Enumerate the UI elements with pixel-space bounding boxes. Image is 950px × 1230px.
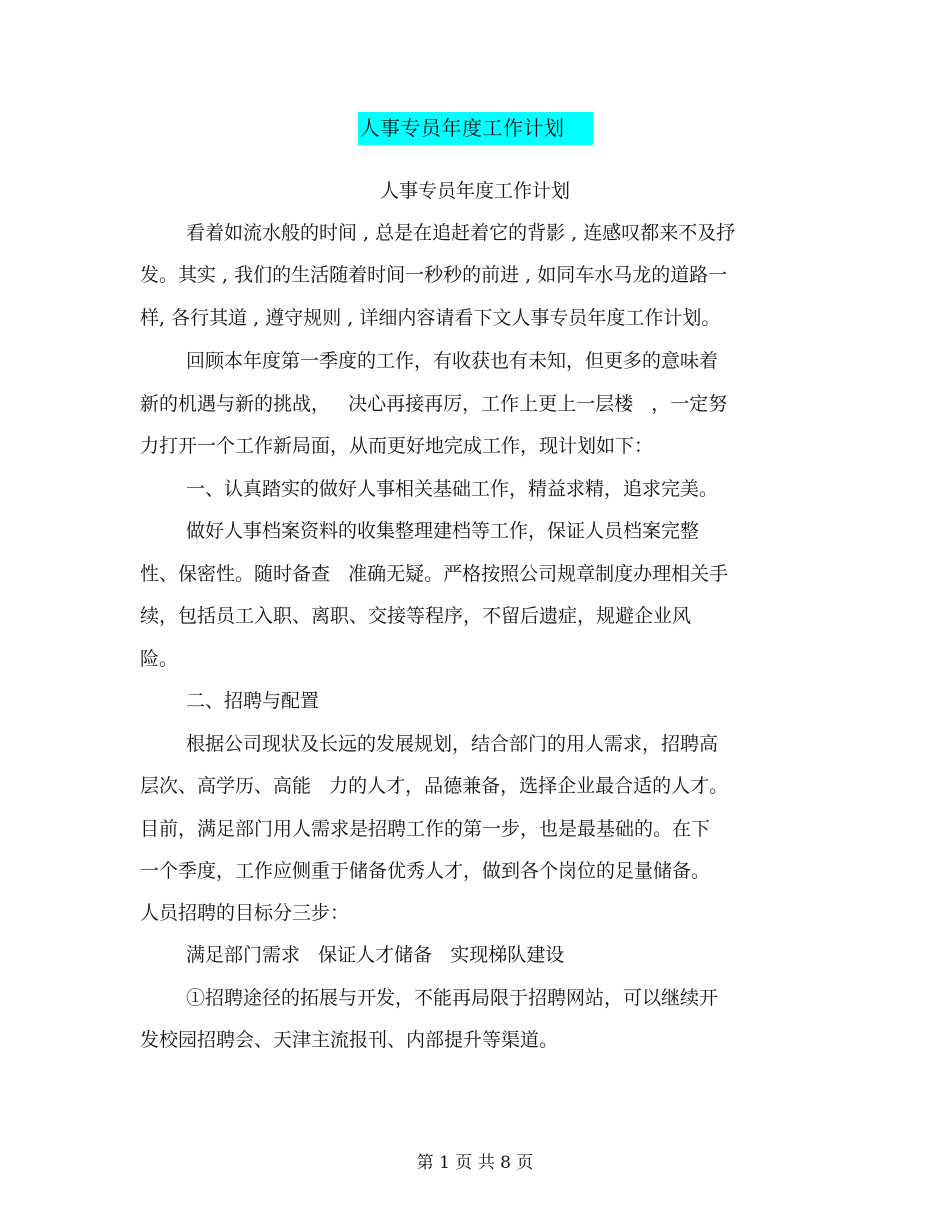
page-number-footer: 第 1 页 共 8 页 (416, 1153, 534, 1173)
paragraph-line: 目前，满足部门用人需求是招聘工作的第一步，也是最基础的。在下 (140, 818, 711, 840)
paragraph-line: 一个季度，工作应侧重于储备优秀人才，做到各个岗位的足量储备。 (140, 860, 711, 882)
paragraph-line: 做好人事档案资料的收集整理建档等工作，保证人员档案完整 (186, 520, 700, 542)
paragraph-line: 续，包括员工入职、离职、交接等程序，不留后遗症，规避企业风 (140, 605, 692, 627)
document-title: 人事专员年度工作计划 (358, 112, 593, 145)
document-subtitle: 人事专员年度工作计划 (379, 180, 570, 202)
paragraph-line: 层次、高学历、高能 力的人才，品德兼备，选择企业最合适的人才。 (140, 775, 729, 797)
paragraph-line: 险。 (140, 648, 179, 670)
paragraph-line: 发。其实 , 我们的生活随着时间一秒秒的前进 , 如同车水马龙的道路一 (140, 264, 728, 286)
paragraph-line: 新的机遇与新的挑战， 决心再接再厉，工作上更上一层楼 ，一定努 (140, 393, 728, 415)
title-container (0, 112, 950, 145)
paragraph-line: 看着如流水般的时间 , 总是在追赶着它的背影 , 连感叹都来不及抒 (186, 222, 736, 244)
paragraph-line: 性、保密性。随时备查 准确无疑。严格按照公司规章制度办理相关手 (140, 563, 729, 585)
paragraph-line: 回顾本年度第一季度的工作，有收获也有未知，但更多的意味着 (186, 350, 719, 372)
paragraph-line: 力打开一个工作新局面，从而更好地完成工作，现计划如下： (140, 435, 654, 457)
paragraph-line: 根据公司现状及长远的发展规划，结合部门的用人需求，招聘高 (186, 733, 719, 755)
paragraph-line: 人员招聘的目标分三步： (140, 902, 350, 924)
section-heading: 一、认真踏实的做好人事相关基础工作，精益求精，追求完美。 (186, 478, 719, 500)
paragraph-line: 样, 各行其道 , 遵守规则 , 详细内容请看下文人事专员年度工作计划。 (140, 307, 721, 329)
paragraph-line: 满足部门需求 保证人才储备 实现梯队建设 (186, 944, 565, 966)
paragraph-line: 发校园招聘会、天津主流报刊、内部提升等渠道。 (140, 1029, 559, 1051)
paragraph-line: ①招聘途径的拓展与开发，不能再局限于招聘网站，可以继续开 (186, 987, 719, 1009)
section-heading: 二、招聘与配置 (186, 690, 320, 712)
